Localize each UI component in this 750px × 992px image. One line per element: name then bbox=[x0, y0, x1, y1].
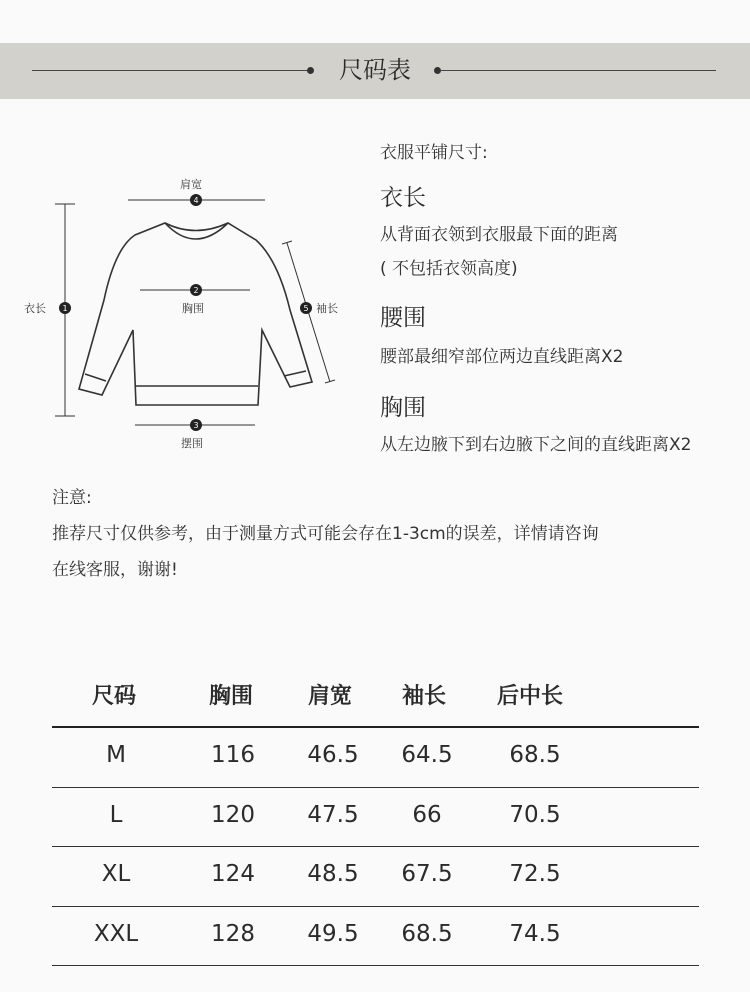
table-header bbox=[52, 665, 699, 725]
cell-shoulder: 47.5 bbox=[307, 801, 359, 828]
column-header-back-length: 后中长 bbox=[497, 684, 564, 709]
table-row bbox=[52, 907, 699, 967]
label-hem: 摆围 bbox=[181, 437, 203, 450]
size-table bbox=[52, 665, 699, 966]
header-divider-right bbox=[440, 70, 716, 71]
cell-chest: 120 bbox=[211, 801, 255, 828]
info-heading-waist: 腰围 bbox=[380, 305, 426, 331]
cell-back-length: 68.5 bbox=[509, 742, 561, 768]
cell-back-length: 74.5 bbox=[509, 920, 561, 947]
label-sleeve: 袖长 bbox=[316, 302, 338, 315]
label-length: 衣长 bbox=[24, 302, 46, 315]
cell-shoulder: 46.5 bbox=[307, 742, 359, 768]
info-intro: 衣服平铺尺寸: bbox=[380, 143, 488, 163]
cell-sleeve: 68.5 bbox=[401, 920, 453, 947]
label-chest: 胸围 bbox=[182, 302, 204, 315]
table-row bbox=[52, 728, 699, 788]
column-header-sleeve: 袖长 bbox=[402, 684, 447, 709]
measurement-info bbox=[380, 140, 750, 458]
cell-back-length: 70.5 bbox=[509, 801, 561, 828]
header-band bbox=[0, 43, 750, 99]
header-dot-left bbox=[307, 67, 314, 74]
cell-chest: 116 bbox=[211, 742, 255, 768]
note-line: 在线客服，谢谢! bbox=[52, 560, 178, 580]
cell-chest: 124 bbox=[211, 861, 255, 887]
column-header-shoulder: 肩宽 bbox=[308, 684, 353, 709]
label-shoulder: 肩宽 bbox=[180, 178, 202, 191]
marker-number-hem: 3 bbox=[193, 421, 199, 430]
cell-chest: 128 bbox=[211, 920, 255, 947]
note-line: 推荐尺寸仅供参考，由于测量方式可能会存在1-3cm的误差，详情请咨询 bbox=[52, 524, 599, 544]
note-block bbox=[52, 480, 712, 588]
cell-size: XXL bbox=[93, 920, 139, 947]
cell-shoulder: 49.5 bbox=[307, 920, 359, 947]
column-header-size: 尺码 bbox=[92, 684, 137, 709]
marker-number-chest: 2 bbox=[193, 286, 199, 295]
marker-number-shoulder: 4 bbox=[193, 196, 199, 205]
marker-number-length: 1 bbox=[62, 304, 68, 313]
cell-shoulder: 48.5 bbox=[307, 861, 359, 887]
note-title: 注意: bbox=[52, 488, 92, 508]
info-text: ( 不包括衣领高度) bbox=[380, 259, 518, 279]
table-row bbox=[52, 788, 699, 848]
info-heading-length: 衣长 bbox=[380, 185, 426, 211]
garment-diagram bbox=[0, 160, 370, 460]
cell-size: L bbox=[109, 801, 123, 828]
header-divider-left bbox=[32, 70, 308, 71]
info-text: 从左边腋下到右边腋下之间的直线距离X2 bbox=[380, 435, 692, 455]
info-text: 从背面衣领到衣服最下面的距离 bbox=[380, 225, 618, 245]
cell-size: M bbox=[106, 742, 126, 768]
cell-sleeve: 67.5 bbox=[401, 861, 453, 887]
info-text: 腰部最细窄部位两边直线距离X2 bbox=[380, 347, 624, 367]
page-title: 尺码表 bbox=[339, 56, 411, 84]
column-header-chest: 胸围 bbox=[209, 684, 254, 709]
cell-sleeve: 64.5 bbox=[401, 742, 453, 768]
cell-size: XL bbox=[101, 861, 131, 887]
cell-sleeve: 66 bbox=[412, 801, 442, 828]
cell-back-length: 72.5 bbox=[509, 861, 561, 887]
info-heading-chest: 胸围 bbox=[380, 395, 426, 421]
marker-number-sleeve: 5 bbox=[303, 304, 309, 313]
table-row bbox=[52, 847, 699, 907]
